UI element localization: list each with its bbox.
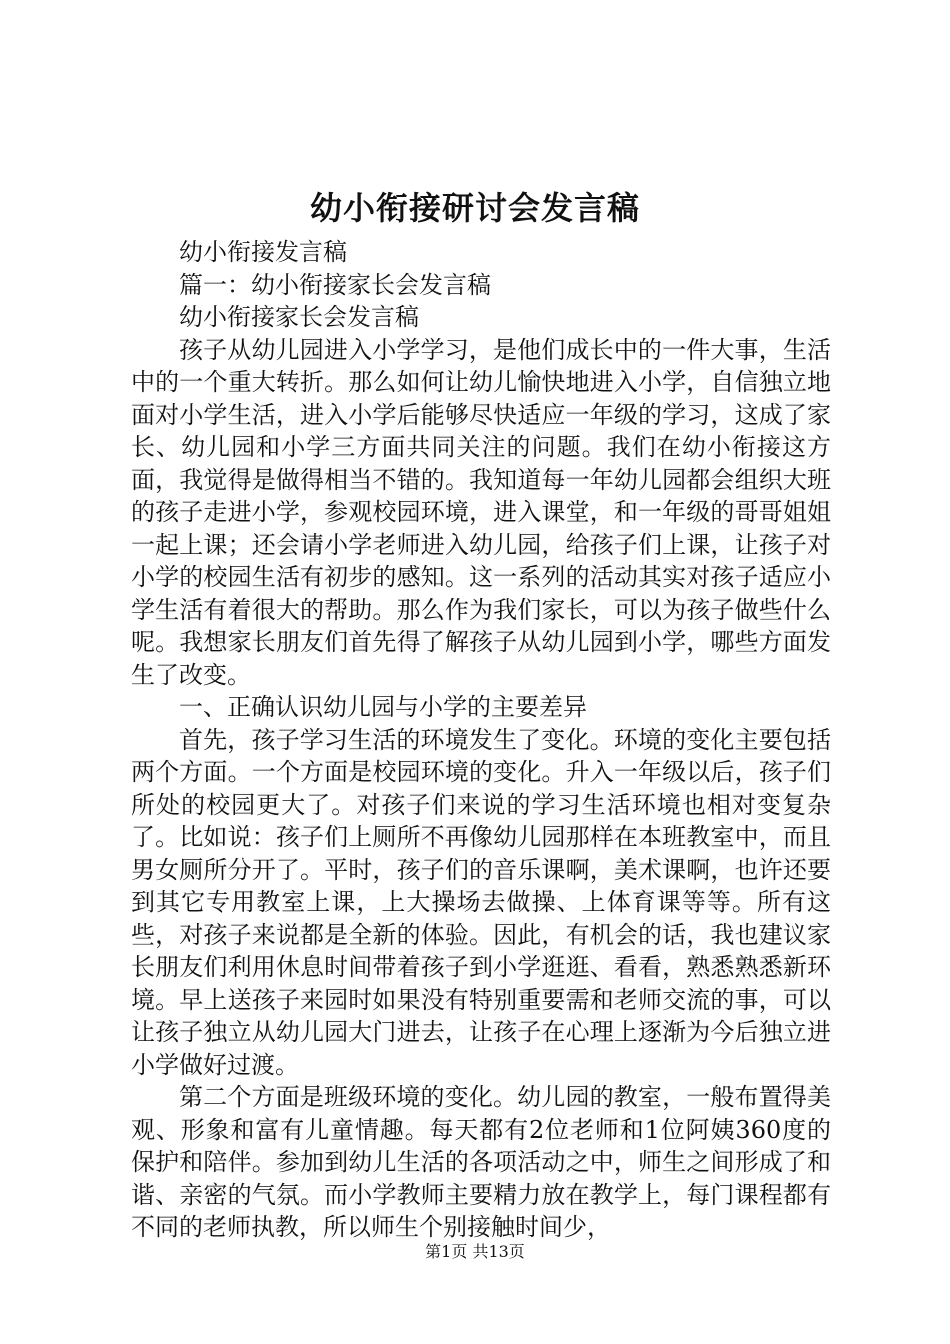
document-body <box>131 236 831 1244</box>
paragraph: 第二个方面是班级环境的变化。幼儿园的教室，一般布置得美观、形象和富有儿童情趣。每天都有2位老师和1位阿姨360度的保护和陪伴。参加到幼儿生活的各项活动之中，师生之间形成了和谐、亲密的气氛。而小学教师主要精力放在教学上，每门课程都有不同的老师执教，所以师生个别接触时间少， <box>131 1083 831 1241</box>
section-heading: 一、正确认识幼儿园与小学的主要差异 <box>179 693 587 721</box>
paragraph: 幼小衔接家长会发言稿 <box>179 303 419 331</box>
paragraph: 首先，孩子学习生活的环境发生了变化。环境的变化主要包括两个方面。一个方面是校园环境的变化。升入一年级以后，孩子们所处的校园更大了。对孩子们来说的学习生活环境也相对变复杂了。比如说：孩子们上厕所不再像幼儿园那样在本班教室中，而且男女厕所分开了。平时，孩子们的音乐课啊，美术课啊，也许还要到其它专用教室上课，上大操场去做操、上体育课等等。所有这些，对孩子来说都是全新的体验。因此，有机会的话，我也建议家长朋友们利用休息时间带着孩子到小学逛逛、看看，熟悉熟悉新环境。早上送孩子来园时如果没有特别重要需和老师交流的事，可以让孩子独立从幼儿园大门进去，让孩子在心理上逐渐为今后独立进小学做好过渡。 <box>131 725 831 1079</box>
paragraph: 篇一：幼小衔接家长会发言稿 <box>179 270 491 299</box>
page-footer: 第1页 共13页 <box>425 1242 525 1261</box>
paragraph: 孩子从幼儿园进入小学学习，是他们成长中的一件大事，生活中的一个重大转折。那么如何让幼儿愉快地进入小学，自信独立地面对小学生活，进入小学后能够尽快适应一年级的学习，这成了家长、幼儿园和小学三方面共同关注的问题。我们在幼小衔接这方面，我觉得是做得相当不错的。我知道每一年幼儿园都会组织大班的孩子走进小学，参观校园环境，进入课堂，和一年级的哥哥姐姐一起上课；还会请小学老师进入幼儿园，给孩子们上课，让孩子对小学的校园生活有初步的感知。这一系列的活动其实对孩子适应小学生活有着很大的帮助。那么作为我们家长，可以为孩子做些什么呢。我想家长朋友们首先得了解孩子从幼儿园到小学，哪些方面发生了改变。 <box>131 335 831 689</box>
document-title: 幼小衔接研讨会发言稿 <box>309 189 640 227</box>
paragraph: 幼小衔接发言稿 <box>179 238 347 266</box>
